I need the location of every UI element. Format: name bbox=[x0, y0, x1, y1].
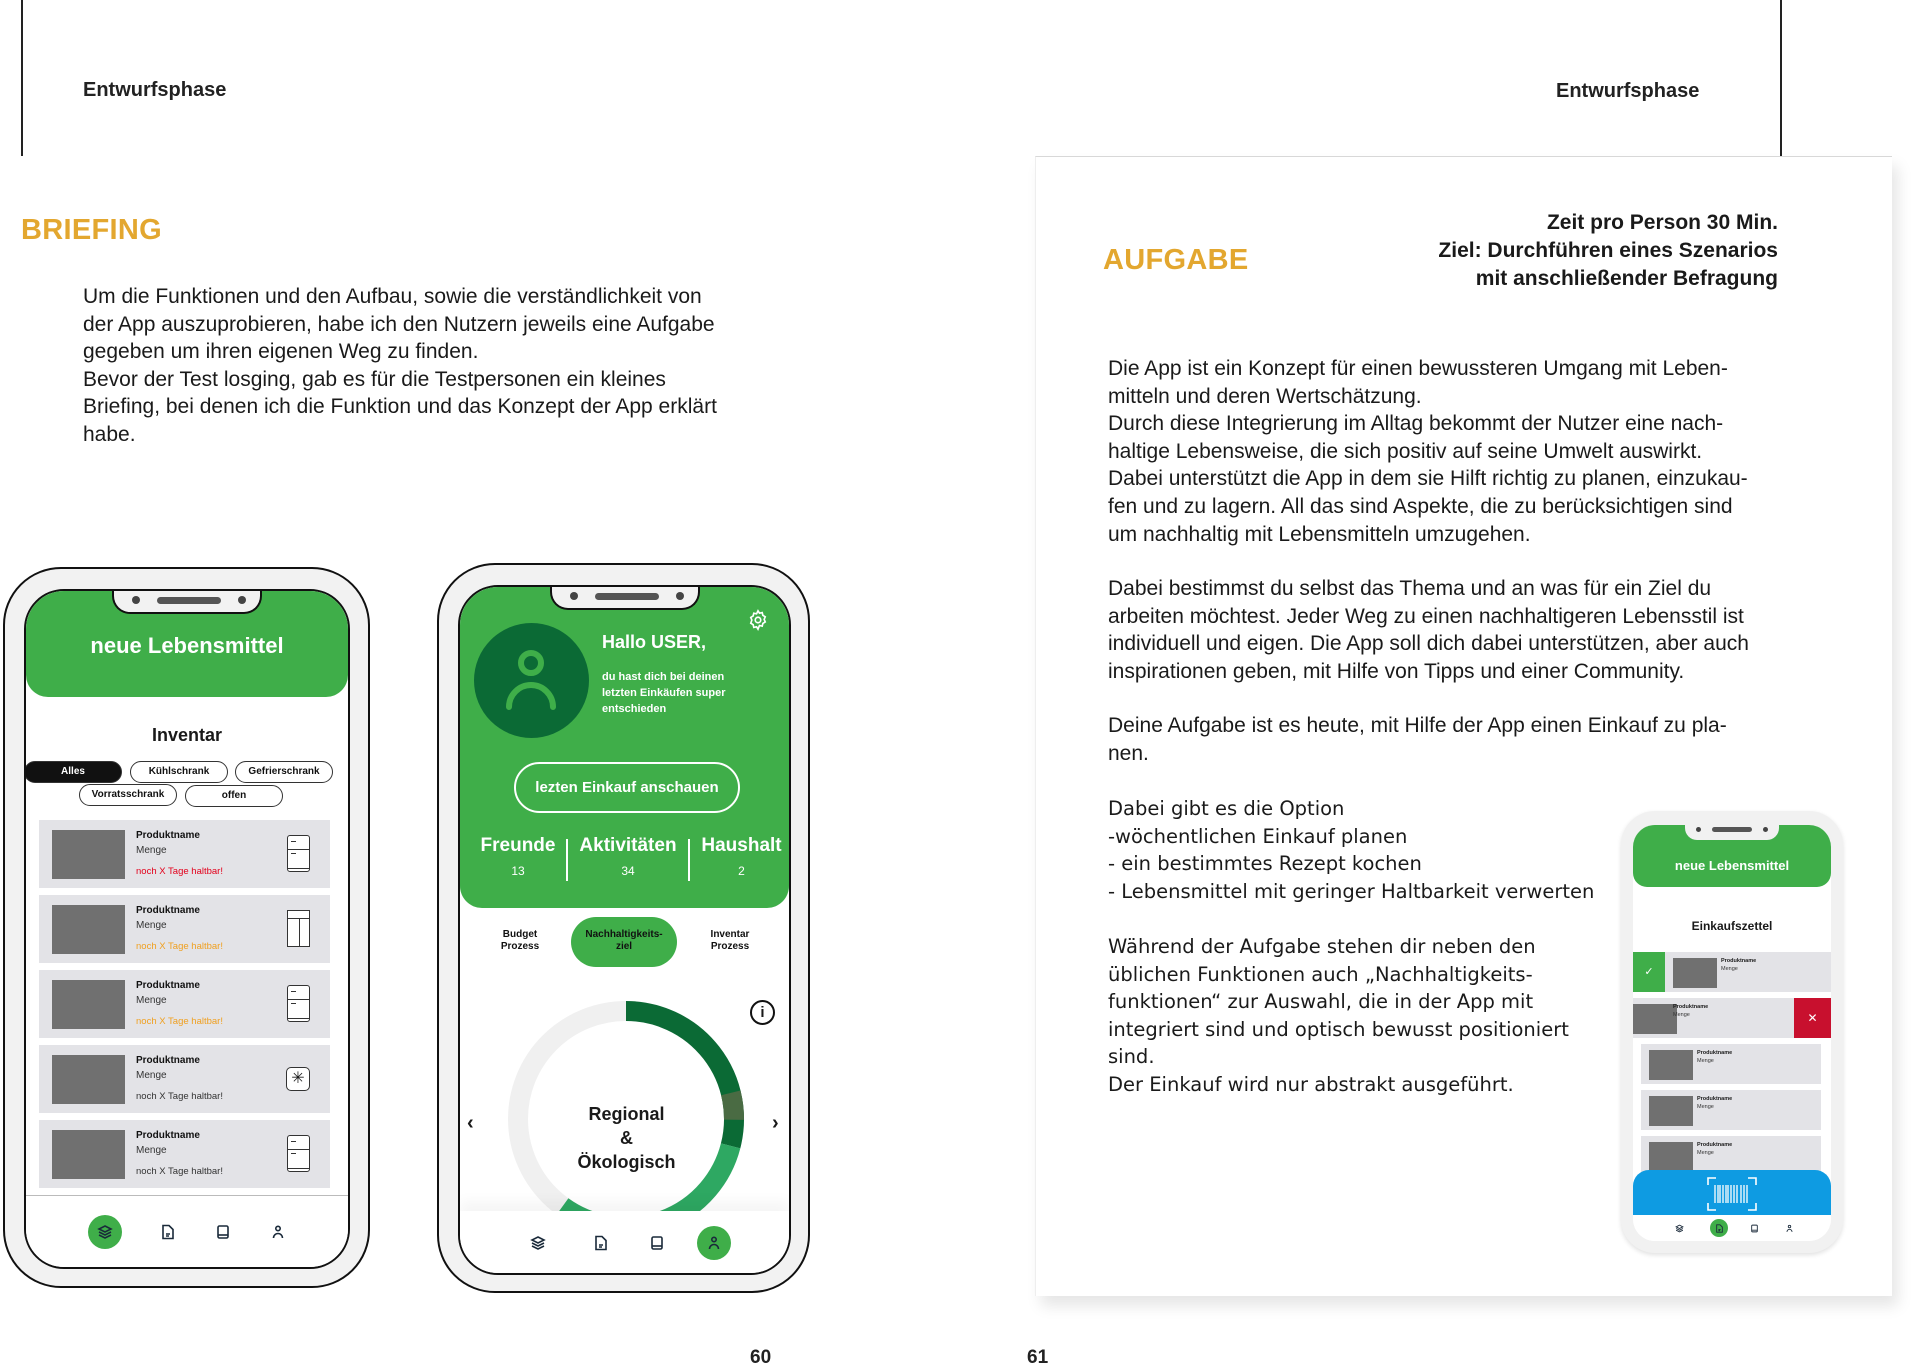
inventory-item[interactable] bbox=[39, 820, 330, 888]
product-quantity: Menge bbox=[1673, 1012, 1690, 1018]
check-action[interactable] bbox=[1633, 952, 1665, 992]
stat-value: 13 bbox=[511, 864, 525, 878]
goal-title-line: & bbox=[620, 1128, 633, 1148]
filter-chip-vorratsschrank[interactable]: Vorratsschrank bbox=[79, 784, 177, 806]
shopping-list-item[interactable] bbox=[1633, 998, 1831, 1038]
task-paragraph-1: Die App ist ein Konzept für einen bewussteren Umgang mit Leben- mitteln und deren Wertschätzung. Durch diese Integrierung im Alltag bekommt der Nutzer eine nach- haltige Lebensweise, die sich positiv auf seine Umwelt auswirkt. Dabei unterstützt die App in dem sie Hilft richtig zu planen, einzukau- fen und zu lagern. All das sind Aspekte, die zu berücksichtigen sind um nachhaltig mit Lebensmitteln umzugehen. bbox=[1108, 357, 1748, 546]
product-shelf-life: noch X Tage haltbar! bbox=[136, 941, 223, 952]
product-shelf-life: noch X Tage haltbar! bbox=[136, 866, 223, 877]
phone-inventory bbox=[3, 567, 370, 1288]
close-icon: ✕ bbox=[1807, 1011, 1818, 1025]
phone-shopping-list bbox=[1621, 811, 1843, 1253]
nav-layers-button[interactable] bbox=[88, 1215, 122, 1249]
settings-gear-icon[interactable] bbox=[747, 609, 769, 631]
product-image bbox=[52, 1130, 125, 1179]
bottom-nav bbox=[460, 1211, 789, 1273]
stat-haushalt[interactable] bbox=[690, 835, 791, 878]
task-paragraph-5: Während der Aufgabe stehen dir neben den üblichen Funktionen auch „Nachhaltigkeits- funktionen“ zur Auswahl, die in der App mit integriert sind und optisch bewusst positioniert sind. bbox=[1108, 935, 1569, 1069]
prev-goal-arrow-icon[interactable]: ‹ bbox=[467, 1112, 474, 1134]
left-page-margin-line bbox=[21, 0, 23, 156]
phone-profile-screen bbox=[458, 585, 791, 1275]
phone-notch bbox=[550, 585, 700, 610]
product-image bbox=[52, 905, 125, 954]
profile-header bbox=[460, 587, 789, 908]
product-quantity: Menge bbox=[1721, 966, 1738, 972]
greeting-message: du hast dich bei deinen letzten Einkäufen super entschieden bbox=[602, 671, 726, 715]
nav-layers-button[interactable] bbox=[521, 1226, 555, 1260]
scan-panel[interactable] bbox=[1633, 1170, 1831, 1218]
nav-book-button[interactable] bbox=[1745, 1219, 1763, 1237]
product-name: Produktname bbox=[136, 830, 200, 841]
check-circle-icon: ✓ bbox=[1644, 966, 1654, 978]
greeting: Hallo USER, bbox=[602, 632, 707, 652]
shopping-list-item[interactable] bbox=[1641, 1090, 1821, 1130]
header-title: neue Lebensmittel bbox=[1674, 858, 1790, 873]
nav-document-button[interactable] bbox=[584, 1226, 618, 1260]
fridge-icon bbox=[287, 835, 310, 872]
inventory-item[interactable] bbox=[39, 1120, 330, 1188]
stat-aktivitaeten[interactable] bbox=[568, 835, 688, 878]
meta-survey: mit anschließender Befragung bbox=[1475, 267, 1778, 290]
tab-budget[interactable]: Budget Prozess bbox=[500, 929, 540, 952]
shopping-list-item[interactable] bbox=[1641, 1044, 1821, 1084]
nav-book-button[interactable] bbox=[640, 1226, 674, 1260]
layers-icon bbox=[1675, 1224, 1684, 1233]
tab-inventar[interactable]: Inventar Prozess bbox=[710, 929, 750, 952]
product-image bbox=[1649, 1050, 1693, 1080]
page-number-left: 60 bbox=[750, 1347, 772, 1368]
filter-chip-kuehlschrank[interactable]: Kühlschrank bbox=[130, 761, 228, 783]
product-image bbox=[52, 1055, 125, 1104]
fridge-icon bbox=[287, 985, 310, 1022]
product-quantity: Menge bbox=[136, 1145, 167, 1156]
book-icon bbox=[215, 1224, 231, 1240]
stat-value: 34 bbox=[621, 864, 635, 878]
last-purchase-button[interactable]: lezten Einkauf anschauen bbox=[514, 762, 740, 813]
meta-time: Zeit pro Person 30 Min. bbox=[1546, 211, 1778, 234]
layers-icon bbox=[97, 1224, 113, 1240]
nav-document-button[interactable] bbox=[1710, 1219, 1728, 1237]
product-name: Produktname bbox=[136, 1130, 200, 1141]
phone-notch bbox=[1685, 825, 1779, 840]
product-image bbox=[52, 980, 125, 1029]
filter-chip-gefrierschrank[interactable]: Gefrierschrank bbox=[235, 761, 333, 783]
inventory-title: Inventar bbox=[151, 725, 223, 745]
document-icon bbox=[160, 1224, 176, 1240]
inventory-item[interactable] bbox=[39, 895, 330, 963]
phone-shopping-screen bbox=[1633, 825, 1831, 1241]
phone-notch bbox=[112, 589, 262, 614]
goal-title-line: Regional bbox=[588, 1104, 665, 1124]
product-image bbox=[1649, 1096, 1693, 1126]
product-image bbox=[1633, 1004, 1677, 1034]
freezer-icon: ✳ bbox=[286, 1067, 310, 1091]
product-name: Produktname bbox=[1697, 1096, 1733, 1102]
product-name: Produktname bbox=[136, 980, 200, 991]
tab-nachhaltigkeitsziel[interactable]: Nachhaltigkeits- ziel bbox=[571, 917, 677, 967]
product-name: Produktname bbox=[1673, 1004, 1709, 1010]
fridge-icon bbox=[287, 1135, 310, 1172]
product-quantity: Menge bbox=[1697, 1150, 1714, 1156]
book-icon bbox=[1750, 1224, 1759, 1233]
product-shelf-life: noch X Tage haltbar! bbox=[136, 1166, 223, 1177]
cupboard-icon bbox=[287, 910, 310, 947]
shopping-list-item[interactable] bbox=[1633, 952, 1831, 992]
inventory-item[interactable] bbox=[39, 970, 330, 1038]
stat-label: Freunde bbox=[480, 835, 556, 856]
product-name: Produktname bbox=[136, 1055, 200, 1066]
running-head-right: Entwurfsphase bbox=[1556, 80, 1700, 102]
nav-user-button[interactable] bbox=[697, 1226, 731, 1260]
nav-book-button[interactable] bbox=[206, 1215, 240, 1249]
goal-title-line: Ökologisch bbox=[577, 1152, 676, 1172]
user-icon bbox=[270, 1224, 286, 1240]
info-icon[interactable]: i bbox=[750, 1000, 775, 1025]
task-paragraph-2: Dabei bestimmst du selbst das Thema und an was für ein Ziel du arbeiten möchtest. Jeder Weg zu einen nachhaltigeren Lebensstil ist individuell und eigen. Die App soll dich dabei unterstützen, aber auch inspirationen geben, mit Hilfe von Tipps und einer Community. bbox=[1108, 577, 1749, 683]
barcode-scan-icon bbox=[1707, 1177, 1757, 1211]
meta-goal: Ziel: Durchführen eines Szenarios bbox=[1438, 239, 1778, 262]
product-name: Produktname bbox=[1697, 1050, 1733, 1056]
goal-ring-segment-3 bbox=[719, 1093, 746, 1120]
product-name: Produktname bbox=[1721, 958, 1757, 964]
aufgabe-title: AUFGABE bbox=[1103, 244, 1249, 276]
shopping-list-title: Einkaufszettel bbox=[1691, 919, 1773, 933]
header-title: neue Lebensmittel bbox=[90, 633, 284, 658]
product-quantity: Menge bbox=[1697, 1104, 1714, 1110]
product-quantity: Menge bbox=[1697, 1058, 1714, 1064]
goal-title bbox=[544, 1102, 709, 1174]
stat-label: Aktivitäten bbox=[579, 835, 677, 856]
nav-user-button[interactable] bbox=[1780, 1219, 1798, 1237]
inventory-item[interactable] bbox=[39, 1045, 330, 1113]
briefing-title: BRIEFING bbox=[21, 214, 162, 246]
task-options: Dabei gibt es die Option -wöchentlichen Einkauf planen - ein bestimmtes Rezept kochen - Lebensmittel mit geringer Haltbarkeit verwerten bbox=[1108, 797, 1595, 903]
product-image bbox=[52, 830, 125, 879]
product-quantity: Menge bbox=[136, 920, 167, 931]
nav-layers-button[interactable] bbox=[1670, 1219, 1688, 1237]
task-paragraph-3: Deine Aufgabe ist es heute, mit Hilfe der App einen Einkauf zu pla- nen. bbox=[1108, 714, 1727, 765]
stat-label: Haushalt bbox=[701, 835, 782, 856]
product-quantity: Menge bbox=[136, 845, 167, 856]
filter-chip-offen[interactable]: offen bbox=[185, 785, 283, 807]
document-icon bbox=[593, 1235, 609, 1251]
phone-profile bbox=[437, 563, 810, 1293]
phone-inventory-screen bbox=[24, 589, 350, 1269]
product-image bbox=[1673, 958, 1717, 988]
page-number-right: 61 bbox=[1027, 1347, 1049, 1368]
stat-freunde[interactable] bbox=[470, 835, 566, 878]
nav-document-button[interactable] bbox=[151, 1215, 185, 1249]
product-quantity: Menge bbox=[136, 1070, 167, 1081]
product-shelf-life: noch X Tage haltbar! bbox=[136, 1091, 223, 1102]
user-icon bbox=[1785, 1224, 1794, 1233]
delete-action[interactable] bbox=[1794, 998, 1831, 1038]
task-paragraph-6: Der Einkauf wird nur abstrakt ausgeführt. bbox=[1108, 1073, 1514, 1096]
book-icon bbox=[649, 1235, 665, 1251]
layers-icon bbox=[530, 1235, 546, 1251]
bottom-nav bbox=[1633, 1215, 1831, 1241]
product-name: Produktname bbox=[136, 905, 200, 916]
task-meta bbox=[1438, 209, 1778, 293]
filter-chip-alles[interactable]: Alles bbox=[24, 761, 122, 783]
stat-value: 2 bbox=[738, 864, 745, 878]
user-icon bbox=[706, 1235, 722, 1251]
document-icon bbox=[1715, 1224, 1724, 1233]
product-image bbox=[1649, 1142, 1693, 1172]
running-head-left: Entwurfsphase bbox=[83, 79, 227, 101]
briefing-text: Um die Funktionen und den Aufbau, sowie die verständlichkeit von der App auszuprobieren, habe ich den Nutzern jeweils eine Aufgabe gegeben um ihren eigenen Weg zu finden. Bevor der Test losging, gab es für die Testpersonen ein kleines Briefing, bei denen ich die Funktion und das Konzept der App erklärt habe. bbox=[83, 285, 717, 446]
avatar bbox=[474, 623, 589, 738]
product-name: Produktname bbox=[1697, 1142, 1733, 1148]
user-avatar-icon bbox=[474, 623, 589, 738]
product-quantity: Menge bbox=[136, 995, 167, 1006]
nav-user-button[interactable] bbox=[261, 1215, 295, 1249]
right-page-margin-line bbox=[1780, 0, 1782, 157]
next-goal-arrow-icon[interactable]: › bbox=[772, 1112, 779, 1134]
product-shelf-life: noch X Tage haltbar! bbox=[136, 1016, 223, 1027]
bottom-nav bbox=[26, 1195, 348, 1267]
